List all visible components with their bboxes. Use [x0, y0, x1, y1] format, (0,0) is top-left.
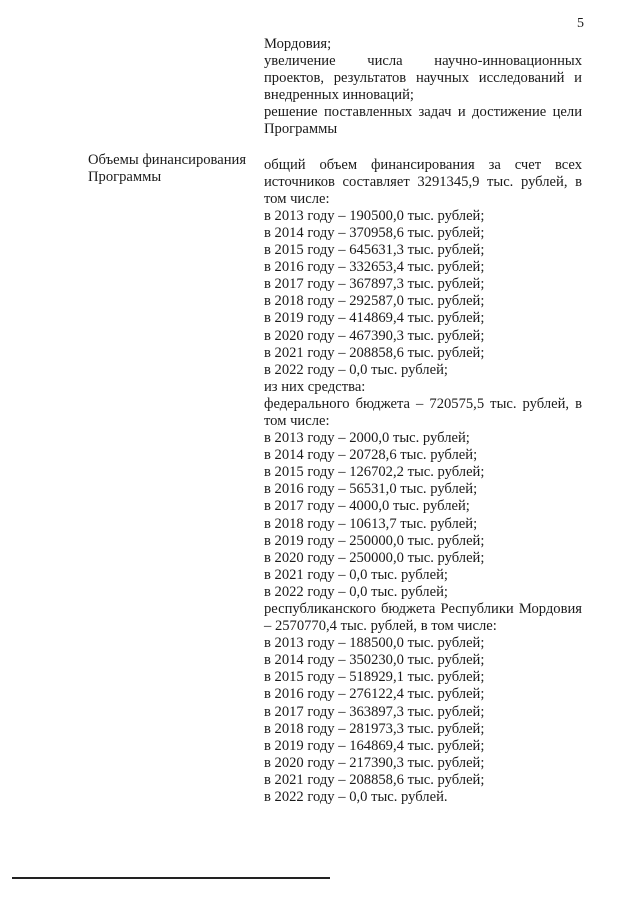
year-line: в 2018 году – 281973,3 тыс. рублей;: [264, 720, 485, 737]
year-line: в 2020 году – 467390,3 тыс. рублей;: [264, 327, 485, 344]
year-line: в 2014 году – 20728,6 тыс. рублей;: [264, 447, 478, 464]
republic-budget: республиканского бюджета Республики Мордовия – 2570770,4 тыс. рублей, в том числе:: [264, 601, 582, 635]
year-line: в 2021 году – 208858,6 тыс. рублей;: [264, 771, 485, 788]
year-line: в 2017 году – 367897,3 тыс. рублей;: [264, 276, 485, 293]
year-line: в 2017 году – 4000,0 тыс. рублей;: [264, 498, 470, 515]
funding-total: общий объем финансирования за счет всех источников составляет 3291345,9 тыс. рублей, в том числе:: [264, 156, 582, 207]
year-line: в 2018 году – 292587,0 тыс. рублей;: [264, 293, 485, 310]
year-line: в 2016 году – 332653,4 тыс. рублей;: [264, 259, 485, 276]
funding-label: Объемы финансирования Программы: [88, 152, 247, 185]
continuation-line: решение поставленных задач и достижение цели Программы: [264, 104, 582, 138]
year-line: в 2015 году – 518929,1 тыс. рублей;: [264, 669, 485, 686]
page-number: 5: [577, 16, 584, 31]
spacer: [264, 139, 582, 157]
year-line: в 2017 году – 363897,3 тыс. рублей;: [264, 703, 485, 720]
year-line: в 2022 году – 0,0 тыс. рублей.: [264, 789, 448, 806]
year-line: в 2022 году – 0,0 тыс. рублей;: [264, 361, 448, 378]
year-line: в 2016 году – 276122,4 тыс. рублей;: [264, 686, 485, 703]
year-line: в 2016 году – 56531,0 тыс. рублей;: [264, 481, 478, 498]
year-line: в 2021 году – 0,0 тыс. рублей;: [264, 566, 448, 583]
year-line: в 2019 году – 414869,4 тыс. рублей;: [264, 310, 485, 327]
continuation-line: Мордовия;: [264, 36, 332, 52]
year-line: в 2015 году – 126702,2 тыс. рублей;: [264, 464, 485, 481]
year-line: в 2014 году – 350230,0 тыс. рублей;: [264, 652, 485, 669]
sources-intro: из них средства:: [264, 378, 366, 395]
year-line: в 2013 году – 188500,0 тыс. рублей;: [264, 635, 485, 652]
year-line: в 2014 году – 370958,6 тыс. рублей;: [264, 224, 485, 241]
continuation-line: увеличение числа научно-инновационных проектов, результатов научных исследований и внедренных инноваций;: [264, 53, 582, 104]
federal-budget: федерального бюджета – 720575,5 тыс. рублей, в том числе:: [264, 395, 582, 429]
year-line: в 2013 году – 190500,0 тыс. рублей;: [264, 207, 485, 224]
year-line: в 2019 году – 250000,0 тыс. рублей;: [264, 532, 485, 549]
year-line: в 2020 году – 217390,3 тыс. рублей;: [264, 754, 485, 771]
year-line: в 2015 году – 645631,3 тыс. рублей;: [264, 242, 485, 259]
year-line: в 2022 году – 0,0 тыс. рублей;: [264, 583, 448, 600]
bottom-rule: [12, 877, 330, 879]
year-line: в 2013 году – 2000,0 тыс. рублей;: [264, 430, 470, 447]
program-text: [264, 36, 582, 806]
year-line: в 2019 году – 164869,4 тыс. рублей;: [264, 737, 485, 754]
year-line: в 2021 году – 208858,6 тыс. рублей;: [264, 344, 485, 361]
year-line: в 2018 году – 10613,7 тыс. рублей;: [264, 515, 478, 532]
year-line: в 2020 году – 250000,0 тыс. рублей;: [264, 549, 485, 566]
